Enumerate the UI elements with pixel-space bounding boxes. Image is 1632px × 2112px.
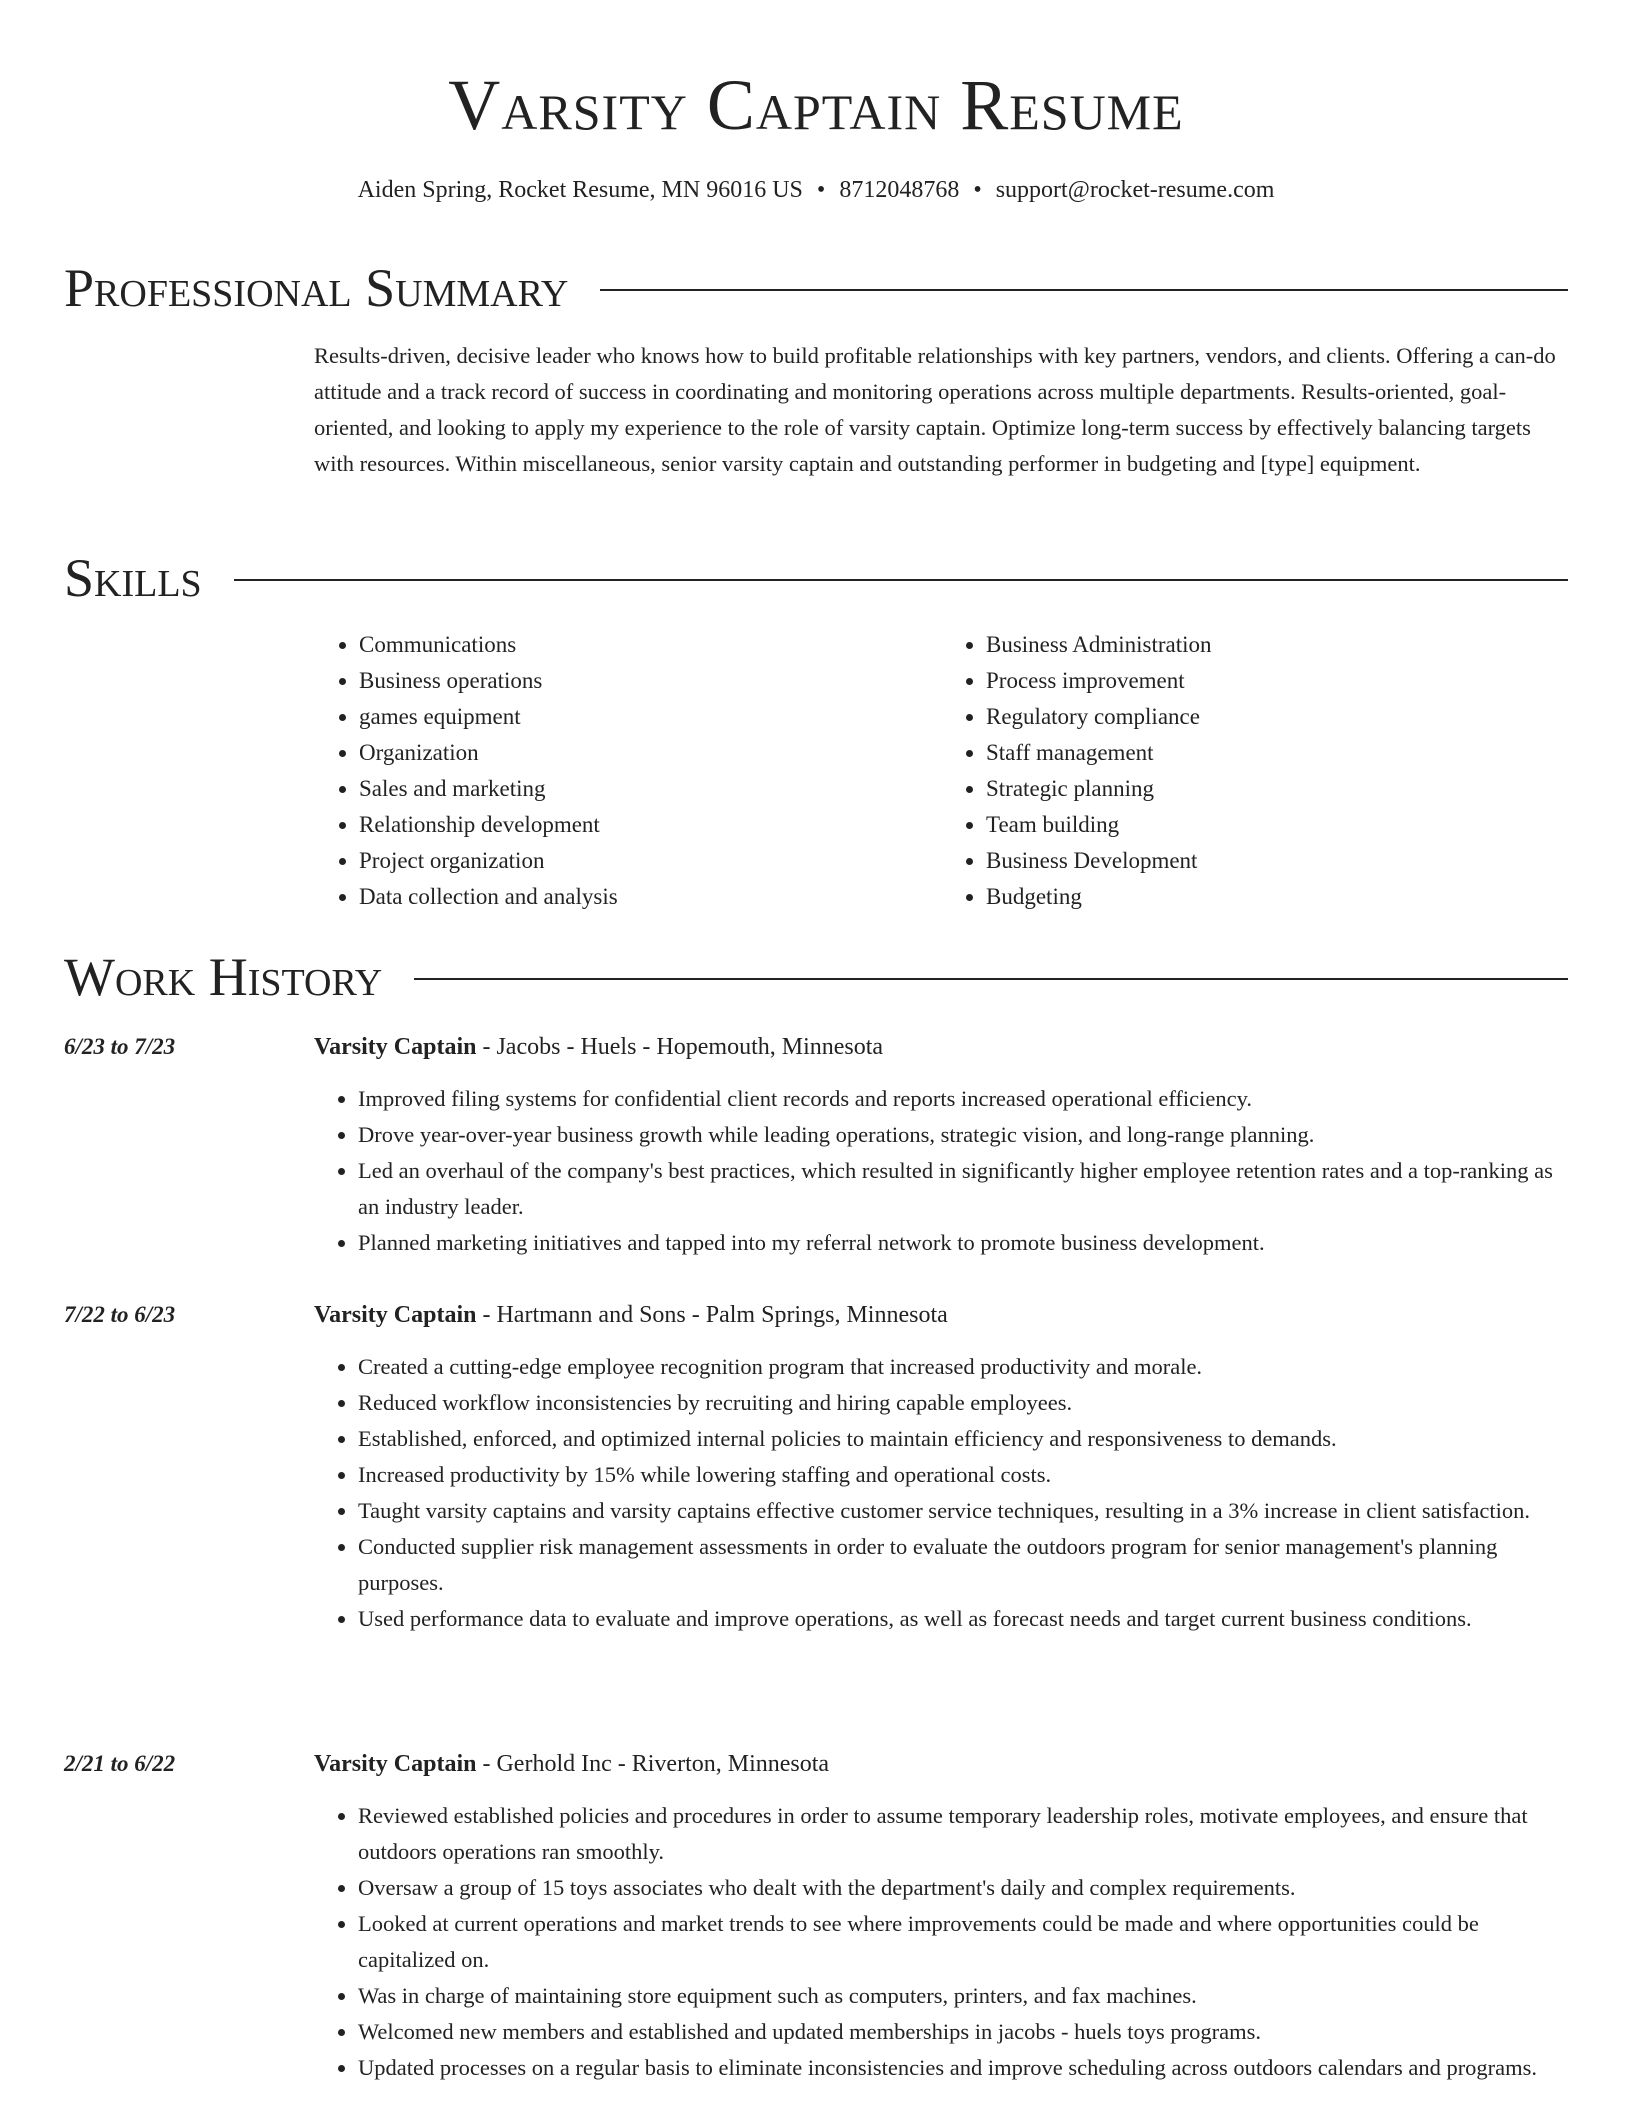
work-section-header [64, 945, 1568, 1009]
job-bullet: • Updated processes on a regular basis to eliminate inconsistencies and improve scheduling across outdoors calendars and programs. [358, 2050, 1568, 2086]
section-divider [600, 289, 1568, 291]
job-bullet: • Was in charge of maintaining store equipment such as computers, printers, and fax machines. [358, 1978, 1568, 2014]
section-divider [234, 579, 1568, 581]
skill-item: • Business Administration [986, 627, 1568, 663]
resume-title: Varsity Captain Resume [448, 65, 1184, 145]
contact-phone: 8712048768 [839, 177, 960, 203]
job-bullet: • Conducted supplier risk management assessments in order to evaluate the outdoors program for senior management's planning purposes. [358, 1529, 1568, 1601]
job-bullet: • Increased productivity by 15% while lowering staffing and operational costs. [358, 1457, 1568, 1493]
contact-address: Aiden Spring, Rocket Resume, MN 96016 US [357, 177, 803, 203]
work-heading: Work History [64, 947, 383, 1007]
contact-separator: • [973, 177, 982, 203]
job-bullets [314, 1349, 1568, 1637]
job-dates: 7/22 to 6/23 [64, 1302, 176, 1327]
skill-item: • Process improvement [986, 663, 1568, 699]
job-bullet: • Improved filing systems for confidential client records and reports increased operational efficiency. [358, 1081, 1568, 1117]
skills-heading: Skills [64, 548, 202, 608]
skills-list-left [314, 627, 941, 915]
job-title: Varsity Captain [314, 1034, 477, 1060]
contact-email[interactable]: support@rocket-resume.com [995, 177, 1275, 203]
job-header [314, 1746, 1568, 1782]
skill-item: • Data collection and analysis [359, 879, 941, 915]
job-title: Varsity Captain [314, 1751, 477, 1777]
job-bullet: • Drove year-over-year business growth while leading operations, strategic vision, and long-range planning. [358, 1117, 1568, 1153]
skills-columns [314, 627, 1568, 915]
job-bullet: • Looked at current operations and market trends to see where improvements could be made and where opportunities could be capitalized on. [358, 1906, 1568, 1978]
job-bullet: • Taught varsity captains and varsity captains effective customer service techniques, resulting in a 3% increase in client satisfaction. [358, 1493, 1568, 1529]
job-header [314, 1297, 1568, 1333]
job-bullet: • Established, enforced, and optimized internal policies to maintain efficiency and responsiveness to demands. [358, 1421, 1568, 1457]
job-title: Varsity Captain [314, 1302, 477, 1328]
skill-item: • Team building [986, 807, 1568, 843]
skill-item: • games equipment [359, 699, 941, 735]
job-bullet: • Welcomed new members and established and updated memberships in jacobs - huels toys programs. [358, 2014, 1568, 2050]
skill-item: • Budgeting [986, 879, 1568, 915]
job-bullet: • Planned marketing initiatives and tapped into my referral network to promote business development. [358, 1225, 1568, 1261]
skill-item: • Organization [359, 735, 941, 771]
skills-section-header [64, 546, 1568, 610]
skill-item: • Regulatory compliance [986, 699, 1568, 735]
summary-heading: Professional Summary [64, 258, 569, 318]
skill-item: • Business Development [986, 843, 1568, 879]
job-bullet: • Oversaw a group of 15 toys associates who dealt with the department's daily and complex requirements. [358, 1870, 1568, 1906]
skill-item: • Staff management [986, 735, 1568, 771]
section-divider [414, 978, 1568, 980]
job-employer: - Jacobs - Huels - Hopemouth, Minnesota [476, 1034, 884, 1060]
job-header [314, 1029, 1568, 1065]
job-bullets [314, 1081, 1568, 1261]
contact-separator: • [816, 177, 826, 203]
skill-item: • Business operations [359, 663, 941, 699]
skill-item: • Communications [359, 627, 941, 663]
job-bullet: • Created a cutting-edge employee recognition program that increased productivity and morale. [358, 1349, 1568, 1385]
job-employer: - Hartmann and Sons - Palm Springs, Minnesota [476, 1302, 948, 1328]
job-employer: - Gerhold Inc - Riverton, Minnesota [476, 1751, 830, 1777]
job-bullet: • Led an overhaul of the company's best practices, which resulted in significantly higher employee retention rates and a top-ranking as an industry leader. [358, 1153, 1568, 1225]
job-bullet: • Reduced workflow inconsistencies by recruiting and hiring capable employees. [358, 1385, 1568, 1421]
job-bullet: • Reviewed established policies and procedures in order to assume temporary leadership roles, motivate employees, and ensure that outdoors operations ran smoothly. [358, 1798, 1568, 1870]
skill-item: • Sales and marketing [359, 771, 941, 807]
job-bullet: • Used performance data to evaluate and improve operations, as well as forecast needs and target current business conditions. [358, 1601, 1568, 1637]
summary-section-header [64, 256, 1568, 320]
contact-line [0, 172, 1632, 208]
job-dates: 2/21 to 6/22 [64, 1751, 176, 1776]
summary-text: Results-driven, decisive leader who knows how to build profitable relationships with key partners, vendors, and clients. Offering a can-do attitude and a track record of success in coordinating and monitoring operations across multiple departments. Results-oriented, goal-oriented, and looking to apply my experience to the role of varsity captain. Optimize long-term success by effectively balancing targets with resources. Within miscellaneous, senior varsity captain and outstanding performer in budgeting and [type] equipment. [314, 343, 1556, 476]
skill-item: • Project organization [359, 843, 941, 879]
job-dates: 6/23 to 7/23 [64, 1034, 176, 1059]
skill-item: • Strategic planning [986, 771, 1568, 807]
job-bullets [314, 1798, 1568, 2086]
skills-list-right [941, 627, 1568, 915]
skill-item: • Relationship development [359, 807, 941, 843]
